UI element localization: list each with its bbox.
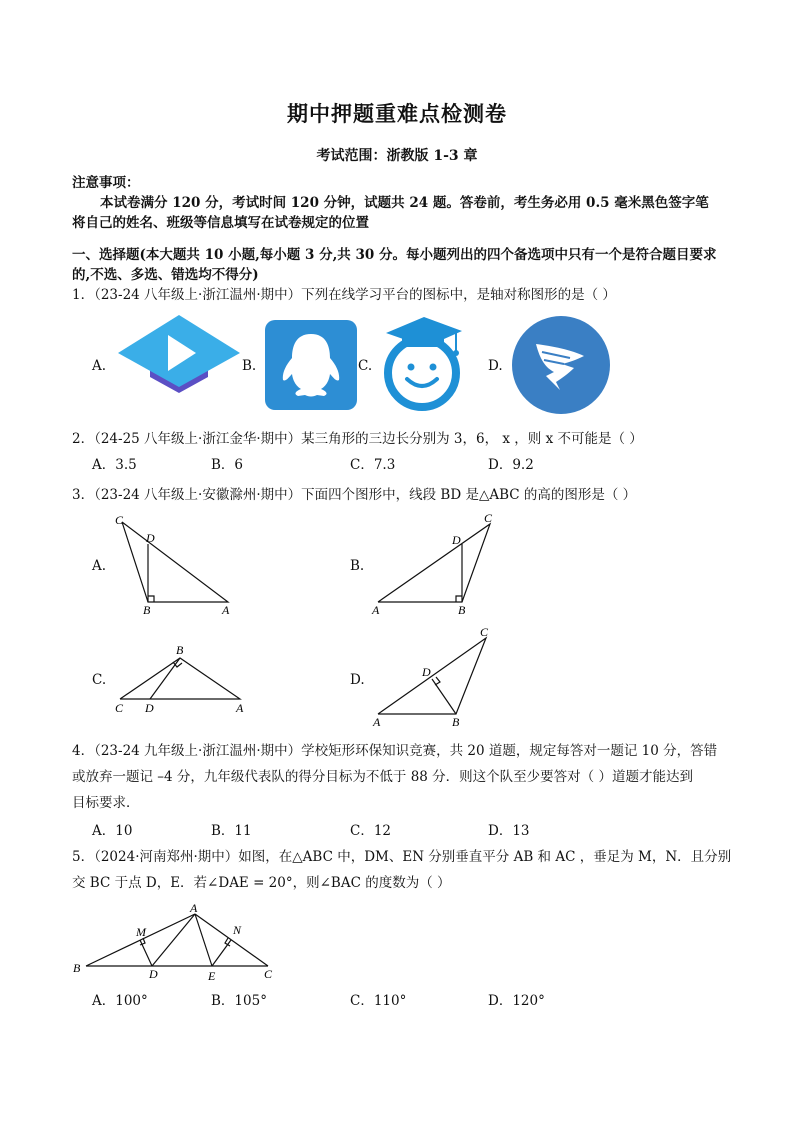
q3-option-c-label: C. <box>92 672 107 688</box>
q2-option-a: A．3.5 <box>92 457 137 473</box>
fig-b-point-b: B <box>458 603 466 617</box>
fig-d-point-c: C <box>480 625 489 639</box>
q5-option-d: D．120° <box>488 993 545 1009</box>
fig-c-point-d: D <box>145 701 154 715</box>
notice-heading: 注意事项： <box>72 175 140 191</box>
q1-option-a-label: A. <box>92 358 107 374</box>
q3-option-a-label: A. <box>92 558 107 574</box>
question-5-line-1: 5．（2024·河南郑州·期中）如图，在△ABC 中，DM、EN 分别垂直平分 AB 和 AC ，垂足为 M，N．且分别 <box>72 849 732 865</box>
fig-a-point-d: D <box>146 531 155 545</box>
fig-b-point-c: C <box>484 511 493 525</box>
q4-option-a: A．10 <box>92 823 133 839</box>
question-3-text: 3．（23-24 八年级上·安徽滁州·期中）下面四个图形中，线段 BD 是△ABC 的高的图形是（ ） <box>72 487 637 503</box>
question-4-line-1: 4．（23-24 九年级上·浙江温州·期中）学校矩形环保知识竞赛，共 20 道题，规定每答对一题记 10 分，答错 <box>72 743 718 759</box>
q3-figure-b <box>368 510 503 620</box>
fig-a-point-b: B <box>143 603 151 617</box>
play-cap-icon <box>118 315 240 415</box>
q3-figure-d <box>368 624 498 730</box>
q5-point-b: B <box>73 961 81 975</box>
notice-line-1: 本试卷满分 120 分，考试时间 120 分钟，试题共 24 题。答卷前，考生务必用 0.5 毫米黑色签字笔 <box>100 195 709 211</box>
page-title: 期中押题重难点检测卷 <box>287 101 507 126</box>
fig-a-point-a: A <box>222 603 230 617</box>
q3-figure-a <box>110 512 240 620</box>
fig-a-point-c: C <box>115 513 124 527</box>
q5-option-b: B．105° <box>211 993 267 1009</box>
q1-option-c-label: C. <box>358 358 373 374</box>
smiley-cap-icon <box>380 315 466 415</box>
question-1-text: 1．（23-24 八年级上·浙江温州·期中）下列在线学习平台的图标中，是轴对称图形的是（ ） <box>72 287 616 303</box>
question-5-line-2: 交 BC 于点 D，E．若∠DAE = 20°，则∠BAC 的度数为（ ） <box>72 875 451 891</box>
fig-d-point-d: D <box>422 665 431 679</box>
q4-option-c: C．12 <box>350 823 392 839</box>
exam-scope: 考试范围：浙教版 1-3 章 <box>316 148 478 164</box>
q3-option-b-label: B. <box>350 558 365 574</box>
q5-point-a: A <box>190 901 198 915</box>
question-4-line-3: 目标要求． <box>72 795 140 811</box>
question-4-line-2: 或放弃一题记 –4 分，九年级代表队的得分目标为不低于 88 分．则这个队至少要答对（ ）道题才能达到 <box>72 769 693 785</box>
fig-c-point-b: B <box>176 643 184 657</box>
q1-option-b-label: B. <box>242 358 257 374</box>
fig-b-point-a: A <box>372 603 380 617</box>
q3-option-d-label: D. <box>350 672 365 688</box>
dingtalk-wing-icon <box>512 316 610 414</box>
qq-penguin-icon <box>265 320 357 410</box>
q2-option-b: B．6 <box>211 457 244 473</box>
q5-option-c: C．110° <box>350 993 407 1009</box>
fig-d-point-a: A <box>373 715 381 729</box>
fig-d-point-b: B <box>452 715 460 729</box>
q5-option-a: A．100° <box>92 993 148 1009</box>
q2-option-d: D．9.2 <box>488 457 534 473</box>
question-2-text: 2．（24-25 八年级上·浙江金华·期中）某三角形的三边长分别为 3，6， x ，则 x 不可能是（ ） <box>72 431 643 447</box>
q5-figure <box>70 898 280 984</box>
q2-option-c: C．7.3 <box>350 457 396 473</box>
q5-point-m: M <box>136 925 146 939</box>
fig-b-point-d: D <box>452 533 461 547</box>
q3-figure-c <box>110 640 250 716</box>
q5-point-d: D <box>149 967 158 981</box>
fig-c-point-c: C <box>115 701 124 715</box>
fig-c-point-a: A <box>236 701 244 715</box>
q4-option-d: D．13 <box>488 823 530 839</box>
q5-point-c: C <box>264 967 273 981</box>
q1-option-d-label: D. <box>488 358 503 374</box>
q4-option-b: B．11 <box>211 823 252 839</box>
q5-point-n: N <box>233 923 242 937</box>
q5-point-e: E <box>208 969 216 983</box>
notice-line-2: 将自己的姓名、班级等信息填写在试卷规定的位置 <box>72 215 369 231</box>
section-heading-line-1: 一、选择题(本大题共 10 小题,每小题 3 分,共 30 分。每小题列出的四个备选项中只有一个是符合题目要求 <box>72 247 717 263</box>
section-heading-line-2: 的,不选、多选、错选均不得分) <box>72 267 259 283</box>
